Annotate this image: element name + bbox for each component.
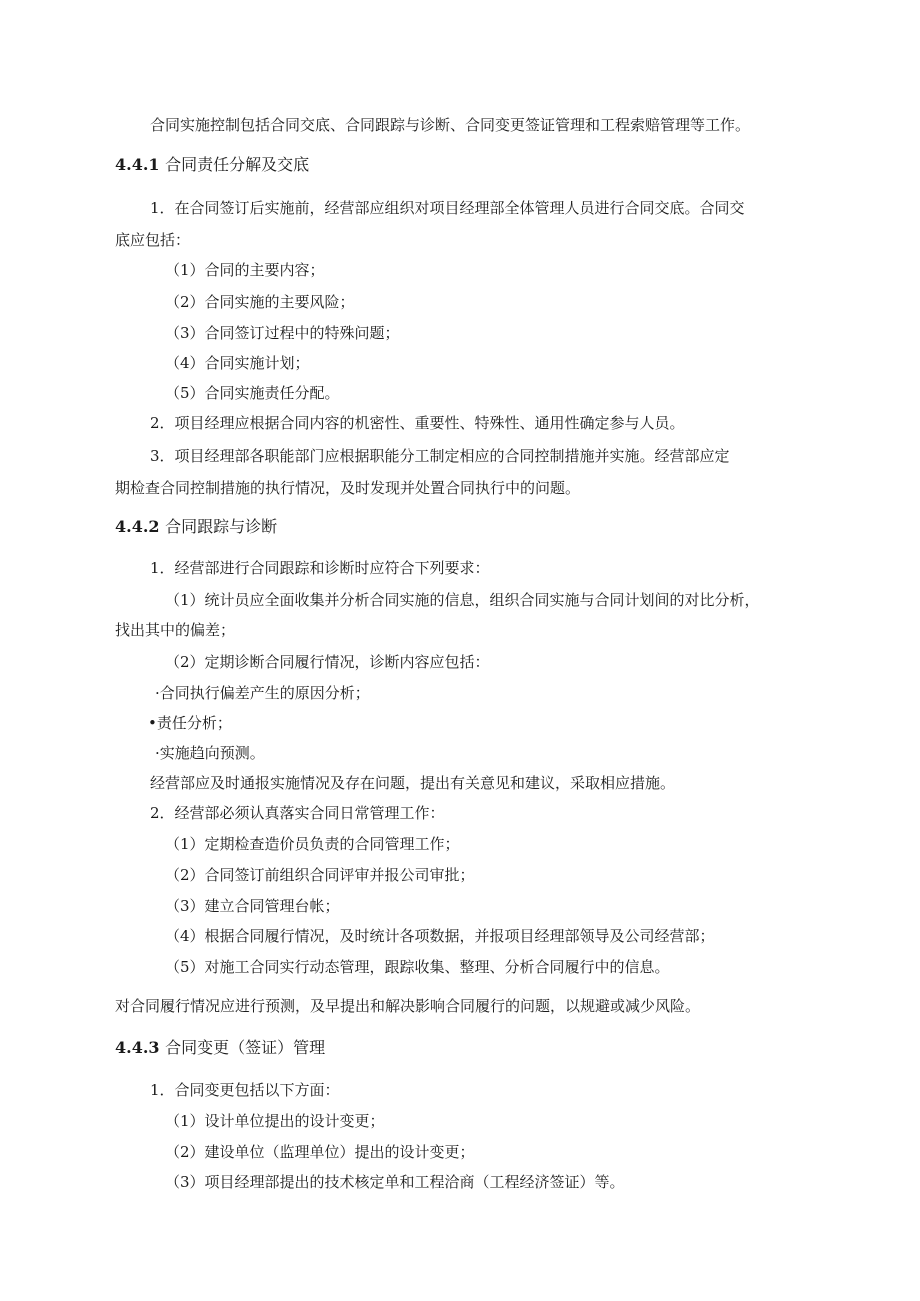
bullet-item: •责任分析； xyxy=(148,714,232,732)
bullet-item: ·实施趋向预测。 xyxy=(155,744,265,762)
paragraph-line: 对合同履行情况应进行预测，及早提出和解决影响合同履行的问题，以规避或减少风险。 xyxy=(115,997,701,1015)
list-item: （2）合同签订前组织合同评审并报公司审批； xyxy=(165,866,475,884)
paragraph-line: 2．项目经理应根据合同内容的机密性、重要性、特殊性、通用性确定参与人员。 xyxy=(150,414,685,432)
paragraph-line: 3．项目经理部各职能部门应根据职能分工制定相应的合同控制措施并实施。经营部应定 xyxy=(150,447,730,465)
section-title: 合同变更（签证）管理 xyxy=(165,1038,326,1057)
list-item: （3）项目经理部提出的技术核定单和工程洽商（工程经济签证）等。 xyxy=(165,1173,625,1191)
list-item: （1）合同的主要内容； xyxy=(165,261,325,279)
paragraph-line: 经营部应及时通报实施情况及存在问题，提出有关意见和建议，采取相应措施。 xyxy=(150,774,676,792)
section-title: 合同责任分解及交底 xyxy=(165,155,310,174)
section-number: 4.4.1 xyxy=(115,155,160,174)
section-heading-4-4-3 xyxy=(115,1038,325,1058)
intro-paragraph: 合同实施控制包括合同交底、合同跟踪与诊断、合同变更签证管理和工程索赔管理等工作。 xyxy=(150,116,751,134)
bullet-item: ·合同执行偏差产生的原因分析； xyxy=(155,684,370,702)
list-item: （3）建立合同管理台帐； xyxy=(165,897,340,915)
list-item: （4）根据合同履行情况，及时统计各项数据，并报项目经理部领导及公司经营部； xyxy=(165,927,715,945)
list-item: （3）合同签订过程中的特殊问题； xyxy=(165,324,400,342)
list-item: （5）对施工合同实行动态管理，跟踪收集、整理、分析合同履行中的信息。 xyxy=(165,958,670,976)
section-number: 4.4.3 xyxy=(115,1038,160,1057)
paragraph-line: 1．合同变更包括以下方面： xyxy=(150,1081,340,1099)
paragraph-line: 找出其中的偏差； xyxy=(115,621,236,639)
paragraph-line: 1．经营部进行合同跟踪和诊断时应符合下列要求： xyxy=(150,559,490,577)
paragraph-line: 期检查合同控制措施的执行情况，及时发现并处置合同执行中的问题。 xyxy=(115,479,581,497)
section-title: 合同跟踪与诊断 xyxy=(165,517,278,536)
paragraph-line: 1．在合同签订后实施前，经营部应组织对项目经理部全体管理人员进行合同交底。合同交 xyxy=(150,199,745,217)
paragraph-line: 底应包括： xyxy=(115,231,191,249)
list-item: （1）定期检查造价员负责的合同管理工作； xyxy=(165,835,460,853)
list-item: （4）合同实施计划； xyxy=(165,354,310,372)
section-heading-4-4-2 xyxy=(115,517,277,537)
list-item: （5）合同实施责任分配。 xyxy=(165,384,340,402)
list-item: （2）定期诊断合同履行情况，诊断内容应包括： xyxy=(165,653,490,671)
section-heading-4-4-1 xyxy=(115,155,309,175)
paragraph-line: 2．经营部必须认真落实合同日常管理工作： xyxy=(150,804,445,822)
section-number: 4.4.2 xyxy=(115,517,160,536)
list-item: （1）设计单位提出的设计变更； xyxy=(165,1112,385,1130)
list-item: （1）统计员应全面收集并分析合同实施的信息，组织合同实施与合同计划间的对比分析， xyxy=(165,591,760,609)
list-item: （2）建设单位（监理单位）提出的设计变更； xyxy=(165,1143,475,1161)
list-item: （2）合同实施的主要风险； xyxy=(165,293,355,311)
